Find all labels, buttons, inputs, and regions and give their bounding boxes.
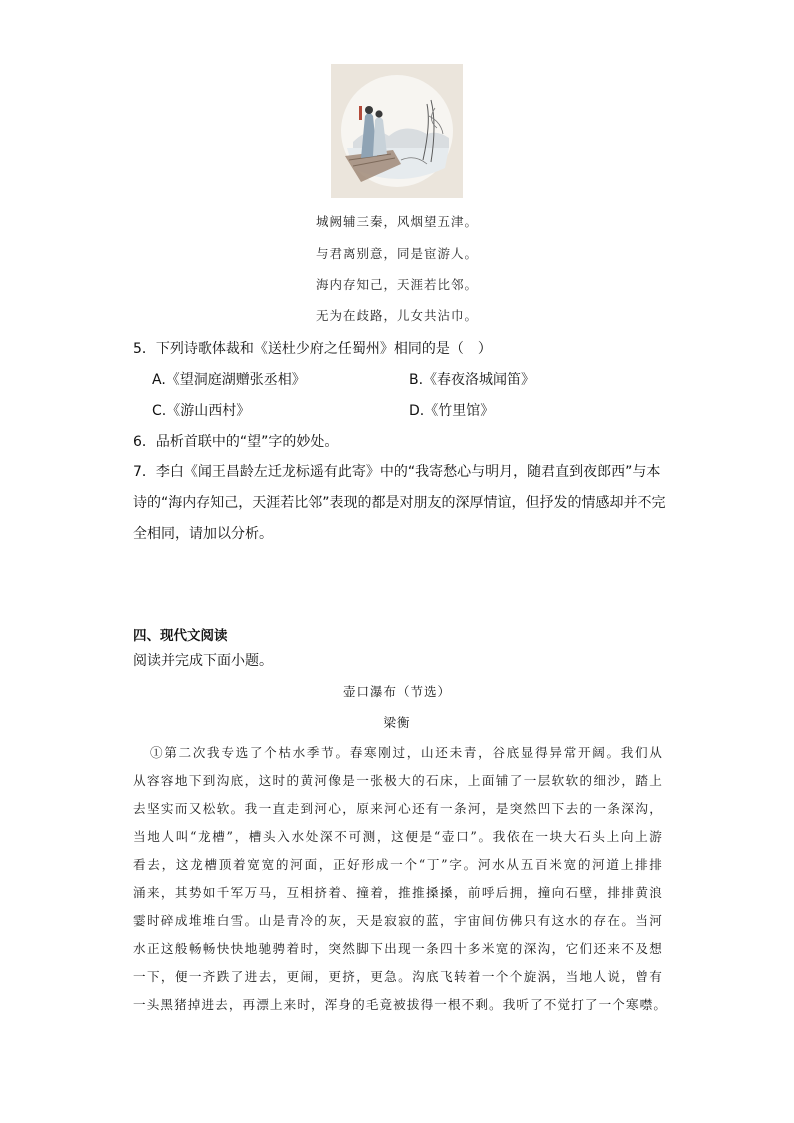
paragraph-line: 一头黑猪掉进去，再漂上来时，浑身的毛竟被拔得一根不剩。我听了不觉打了一个寒噤。 xyxy=(133,997,668,1012)
paragraph-line: 霎时碎成堆堆白雪。山是青冷的灰，天是寂寂的蓝，宇宙间仿佛只有这水的存在。当河 xyxy=(133,913,663,928)
poem-line-2: 与君离别意，同是宦游人。 xyxy=(315,246,478,261)
question-5: 5．下列诗歌体裁和《送杜少府之任蜀州》相同的是（ ） xyxy=(133,341,492,357)
poem-line-1: 城阙辅三秦，风烟望五津。 xyxy=(315,214,478,229)
paragraph-line: 去坚实而又松软。我一直走到河心，原来河心还有一条河，是突然凹下去的一条深沟， xyxy=(133,801,663,816)
question-7-line-1: 7．李白《闻王昌龄左迁龙标遥有此寄》中的“我寄愁心与明月，随君直到夜郎西”与本 xyxy=(133,464,661,480)
option-a: A.《望洞庭湖赠张丞相》 xyxy=(152,372,306,388)
question-7-line-3: 全相同，请加以分析。 xyxy=(133,526,273,542)
paragraph-line: 水正这般畅畅快快地驰骋着时，突然脚下出现一条四十多米宽的深沟，它们还来不及想 xyxy=(133,941,663,956)
question-7-line-2: 诗的“海内存知己，天涯若比邻”表现的都是对朋友的深厚情谊，但抒发的情感却并不完 xyxy=(133,495,666,511)
paragraph-line: 当地人叫“龙槽”，槽头入水处深不可测，这便是“壶口”。我依在一块大石头上向上游 xyxy=(133,829,663,844)
poem-illustration xyxy=(331,64,463,198)
section-instruction: 阅读并完成下面小题。 xyxy=(133,653,273,669)
paragraph-line: 涌来，其势如千军万马，互相挤着、撞着，推推搡搡，前呼后拥，撞向石壁，排排黄浪 xyxy=(133,885,663,900)
option-c: C.《游山西村》 xyxy=(152,403,251,419)
question-6: 6．品析首联中的“望”字的妙处。 xyxy=(133,434,339,450)
option-d: D.《竹里馆》 xyxy=(409,403,495,419)
poem-line-4: 无为在歧路，儿女共沾巾。 xyxy=(315,308,478,323)
article-author: 梁衡 xyxy=(383,715,411,730)
article-paragraph xyxy=(133,739,668,1019)
poem-line-3: 海内存知己，天涯若比邻。 xyxy=(315,277,478,292)
paragraph-line: 一下，便一齐跌了进去，更闹，更挤，更急。沟底飞转着一个个旋涡，当地人说，曾有 xyxy=(133,969,663,984)
painting-image xyxy=(331,64,463,198)
paragraph-line: 从容容地下到沟底，这时的黄河像是一张极大的石床，上面铺了一层软软的细沙，踏上 xyxy=(133,773,663,788)
option-b: B.《春夜洛城闻笛》 xyxy=(409,372,536,388)
section-heading: 四、现代文阅读 xyxy=(133,628,228,644)
paragraph-line: 看去，这龙槽顶着宽宽的河面，正好形成一个“丁”字。河水从五百米宽的河道上排排 xyxy=(133,857,663,872)
paragraph-line: ①第二次我专选了个枯水季节。春寒刚过，山还未青，谷底显得异常开阔。我们从 xyxy=(150,745,663,760)
article-title: 壶口瀑布（节选） xyxy=(342,684,451,699)
